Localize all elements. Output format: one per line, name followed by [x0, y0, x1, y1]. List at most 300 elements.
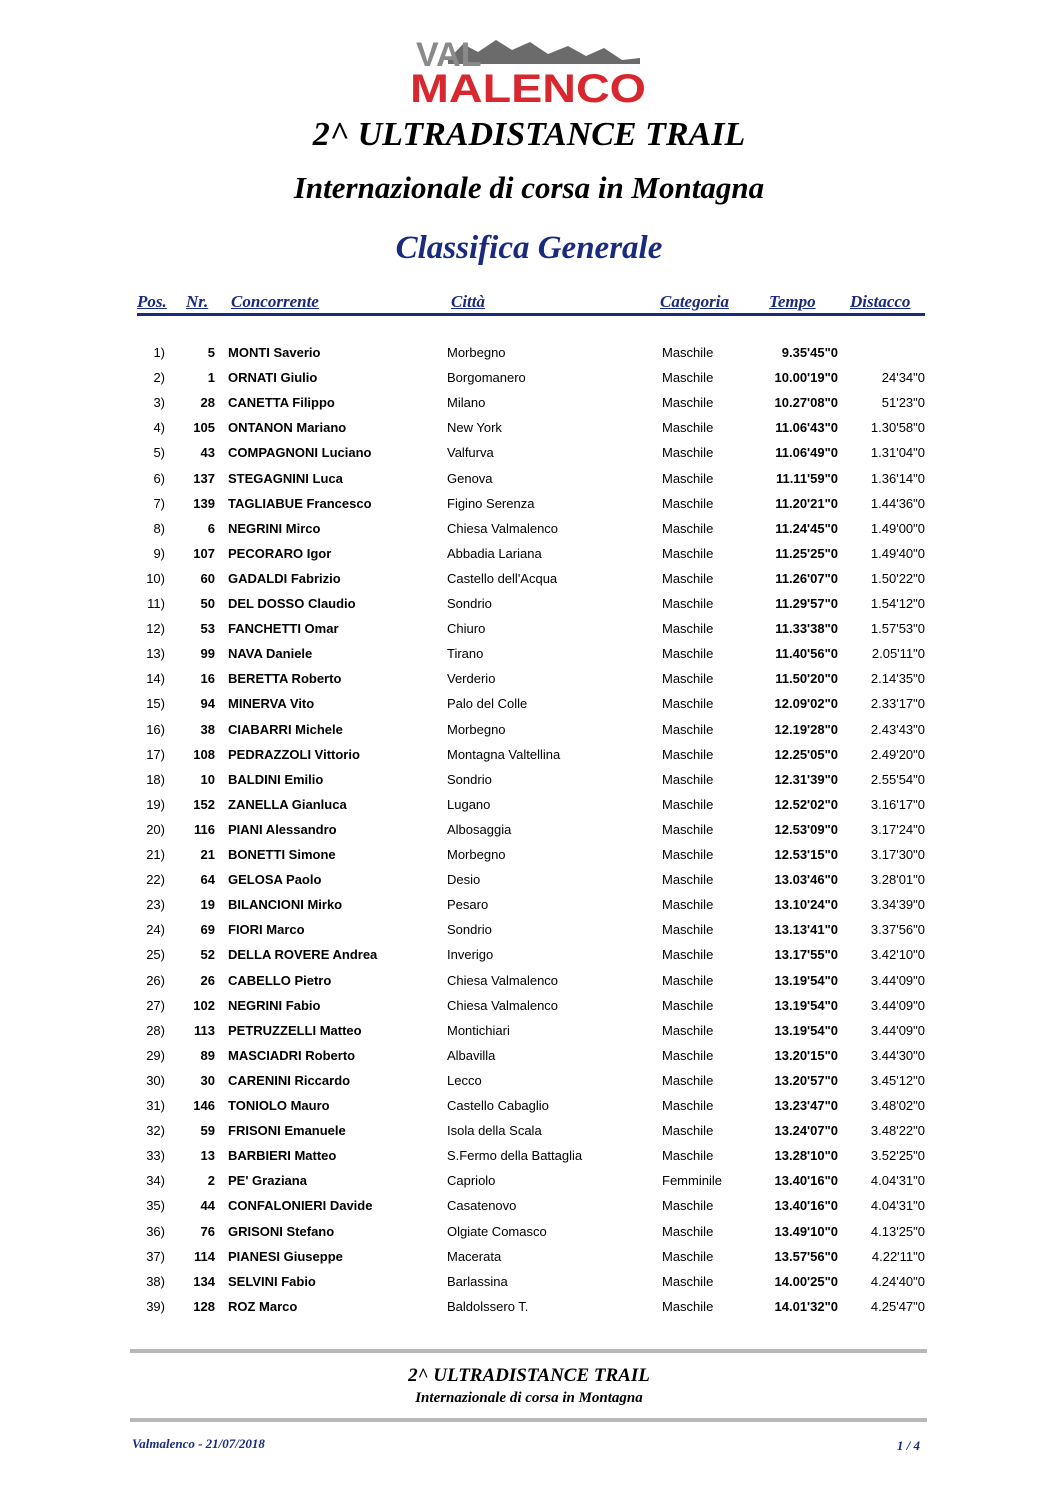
- cell-time: 12.53'15"0: [774, 847, 838, 862]
- cell-time: 12.09'02"0: [774, 696, 838, 712]
- col-header-pos: Pos.: [137, 292, 167, 311]
- cell-competitor: BONETTI Simone: [228, 847, 336, 862]
- cell-bib-number: 6: [207, 520, 215, 536]
- cell-time: 14.01'32"0: [774, 1298, 838, 1314]
- cell-gap: 1.44'36"0: [870, 495, 925, 511]
- cell-competitor: PEDRAZZOLI Vittorio: [228, 746, 360, 762]
- cell-time: 11.29'57"0: [775, 596, 838, 611]
- cell-bib-number: 16: [200, 671, 215, 687]
- cell-position: 22): [146, 872, 165, 888]
- cell-bib-number: 64: [200, 872, 215, 888]
- cell-category: Maschile: [662, 872, 714, 888]
- cell-position: 32): [146, 1123, 165, 1139]
- cell-city: Albosaggia: [447, 821, 512, 837]
- cell-bib-number: 108: [193, 746, 215, 762]
- cell-position: 14): [146, 671, 165, 687]
- cell-category: Maschile: [662, 395, 714, 411]
- cell-city: Baldolssero T.: [447, 1298, 529, 1314]
- col-header-time: Tempo: [769, 292, 816, 311]
- cell-position: 29): [146, 1047, 165, 1063]
- cell-competitor: PE' Graziana: [228, 1173, 307, 1189]
- cell-time: 11.20'21"0: [775, 495, 838, 511]
- cell-competitor: FANCHETTI Omar: [228, 621, 339, 637]
- cell-city: Barlassina: [447, 1273, 508, 1289]
- cell-bib-number: 128: [193, 1298, 215, 1314]
- cell-gap: 2.55'54"0: [870, 771, 925, 787]
- cell-gap: 2.33'17"0: [870, 696, 925, 712]
- table-row: [0, 947, 1058, 972]
- logo-top-text: VAL: [416, 36, 482, 74]
- cell-bib-number: 30: [200, 1072, 215, 1088]
- cell-category: Maschile: [662, 596, 714, 611]
- table-row: [0, 696, 1058, 721]
- cell-time: 13.40'16"0: [774, 1198, 838, 1214]
- table-row: [0, 546, 1058, 571]
- cell-time: 10.27'08"0: [774, 395, 838, 411]
- cell-position: 30): [146, 1072, 165, 1088]
- cell-position: 34): [146, 1173, 165, 1189]
- table-row: [0, 1023, 1058, 1048]
- table-row: [0, 496, 1058, 521]
- cell-city: Sondrio: [447, 596, 492, 611]
- cell-competitor: NAVA Daniele: [228, 646, 313, 662]
- cell-city: Castello dell'Acqua: [447, 570, 558, 586]
- cell-gap: 1.50'22"0: [870, 570, 925, 586]
- cell-city: Genova: [447, 470, 493, 486]
- logo-bottom-text: MALENCO: [410, 67, 646, 106]
- cell-competitor: GRISONI Stefano: [228, 1223, 335, 1239]
- cell-gap: 4.13'25"0: [870, 1223, 925, 1239]
- cell-time: 12.25'05"0: [774, 746, 838, 762]
- cell-bib-number: 94: [200, 696, 215, 712]
- cell-position: 27): [146, 997, 165, 1013]
- cell-gap: 3.44'30"0: [870, 1047, 925, 1063]
- cell-position: 38): [146, 1273, 165, 1289]
- cell-category: Maschile: [662, 972, 714, 988]
- cell-bib-number: 53: [200, 621, 215, 637]
- cell-position: 7): [153, 495, 165, 511]
- cell-category: Maschile: [662, 520, 714, 536]
- cell-bib-number: 1: [207, 370, 215, 386]
- cell-gap: 3.44'09"0: [870, 1022, 925, 1038]
- cell-category: Femminile: [662, 1173, 722, 1189]
- cell-competitor: NEGRINI Fabio: [228, 997, 321, 1013]
- cell-position: 31): [146, 1098, 165, 1113]
- table-row: [0, 847, 1058, 872]
- cell-gap: 3.44'09"0: [870, 972, 925, 988]
- cell-gap: 3.37'56"0: [870, 922, 925, 938]
- cell-gap: 4.04'31"0: [870, 1198, 925, 1214]
- cell-category: Maschile: [662, 721, 714, 737]
- cell-city: Chiesa Valmalenco: [447, 520, 559, 536]
- cell-position: 10): [146, 570, 165, 586]
- cell-competitor: STEGAGNINI Luca: [228, 470, 343, 486]
- cell-time: 11.06'49"0: [775, 445, 838, 461]
- cell-gap: 51'23"0: [881, 395, 925, 411]
- cell-time: 13.24'07"0: [774, 1123, 838, 1139]
- cell-category: Maschile: [662, 1273, 714, 1289]
- cell-bib-number: 134: [193, 1273, 215, 1289]
- cell-position: 9): [153, 545, 165, 561]
- cell-time: 13.49'10"0: [774, 1223, 838, 1239]
- cell-city: Isola della Scala: [447, 1123, 542, 1139]
- cell-bib-number: 13: [200, 1148, 215, 1164]
- cell-time: 13.10'24"0: [774, 897, 838, 913]
- cell-gap: 24'34"0: [881, 370, 925, 386]
- cell-competitor: DEL DOSSO Claudio: [228, 596, 356, 611]
- table-row: [0, 772, 1058, 797]
- cell-category: Maschile: [662, 495, 714, 511]
- cell-city: Figino Serenza: [447, 495, 535, 511]
- cell-gap: 3.44'09"0: [870, 997, 925, 1013]
- cell-position: 5): [153, 445, 165, 461]
- cell-time: 11.25'25"0: [775, 545, 838, 561]
- cell-city: Olgiate Comasco: [447, 1223, 547, 1239]
- cell-bib-number: 44: [200, 1198, 215, 1214]
- cell-position: 35): [146, 1198, 165, 1214]
- cell-city: Morbegno: [447, 345, 506, 360]
- col-header-nr: Nr.: [186, 292, 209, 311]
- cell-category: Maschile: [662, 445, 714, 461]
- cell-category: Maschile: [662, 1198, 714, 1214]
- cell-bib-number: 19: [200, 897, 215, 913]
- cell-bib-number: 99: [200, 646, 215, 662]
- cell-competitor: PECORARO Igor: [228, 545, 332, 561]
- cell-competitor: NEGRINI Mirco: [228, 520, 321, 536]
- cell-category: Maschile: [662, 545, 714, 561]
- table-row: [0, 998, 1058, 1023]
- cell-time: 13.03'46"0: [774, 872, 838, 888]
- cell-time: 13.20'57"0: [774, 1072, 838, 1088]
- cell-position: 11): [147, 596, 165, 611]
- table-row: [0, 1123, 1058, 1148]
- cell-city: Lecco: [447, 1072, 482, 1088]
- cell-category: Maschile: [662, 796, 714, 812]
- cell-bib-number: 28: [200, 395, 215, 411]
- table-row: [0, 973, 1058, 998]
- cell-position: 2): [153, 370, 165, 386]
- cell-competitor: PIANI Alessandro: [228, 821, 337, 837]
- table-row: [0, 596, 1058, 621]
- cell-city: Macerata: [447, 1248, 502, 1264]
- cell-category: Maschile: [662, 847, 714, 862]
- cell-competitor: PETRUZZELLI Matteo: [228, 1022, 362, 1038]
- cell-city: S.Fermo della Battaglia: [447, 1148, 583, 1164]
- cell-bib-number: 69: [200, 922, 215, 938]
- cell-city: Desio: [447, 872, 481, 888]
- cell-competitor: ORNATI Giulio: [228, 370, 318, 386]
- cell-competitor: CANETTA Filippo: [228, 395, 335, 411]
- cell-bib-number: 38: [200, 721, 215, 737]
- cell-gap: 1.30'58"0: [870, 420, 925, 436]
- cell-gap: 1.54'12"0: [870, 596, 925, 611]
- cell-gap: 1.31'04"0: [870, 445, 925, 461]
- cell-competitor: SELVINI Fabio: [228, 1273, 316, 1289]
- cell-city: Lugano: [447, 796, 491, 812]
- table-row: [0, 922, 1058, 947]
- cell-category: Maschile: [662, 897, 714, 913]
- cell-category: Maschile: [662, 570, 714, 586]
- cell-bib-number: 146: [193, 1098, 215, 1113]
- cell-category: Maschile: [662, 1223, 714, 1239]
- cell-competitor: ZANELLA Gianluca: [228, 796, 347, 812]
- cell-gap: 3.42'10"0: [870, 947, 925, 963]
- cell-city: Morbegno: [447, 847, 506, 862]
- table-row: [0, 646, 1058, 671]
- cell-city: Valfurva: [447, 445, 494, 461]
- cell-bib-number: 102: [193, 997, 215, 1013]
- cell-competitor: MASCIADRI Roberto: [228, 1047, 356, 1063]
- cell-position: 19): [146, 796, 165, 812]
- cell-position: 13): [146, 646, 165, 662]
- cell-city: Abbadia Lariana: [447, 545, 542, 561]
- cell-position: 12): [146, 621, 165, 637]
- table-row: [0, 897, 1058, 922]
- cell-city: Borgomanero: [447, 370, 526, 386]
- cell-competitor: MINERVA Vito: [228, 696, 315, 712]
- cell-gap: 3.48'02"0: [870, 1098, 925, 1113]
- cell-category: Maschile: [662, 696, 714, 712]
- table-row: [0, 722, 1058, 747]
- cell-competitor: TONIOLO Mauro: [228, 1098, 330, 1113]
- cell-category: Maschile: [662, 621, 714, 637]
- footer-title: 2^ ULTRADISTANCE TRAIL: [408, 1365, 650, 1386]
- footer-top-separator: [130, 1349, 927, 1353]
- table-row: [0, 1198, 1058, 1223]
- cell-time: 13.13'41"0: [774, 922, 838, 938]
- cell-gap: 4.22'11"0: [871, 1248, 925, 1264]
- cell-competitor: FRISONI Emanuele: [228, 1123, 346, 1139]
- cell-position: 25): [146, 947, 165, 963]
- event-subtitle: Internazionale di corsa in Montagna: [293, 170, 765, 205]
- cell-position: 4): [153, 420, 165, 436]
- cell-bib-number: 43: [200, 445, 215, 461]
- cell-time: 10.00'19"0: [774, 370, 838, 386]
- cell-time: 13.19'54"0: [774, 972, 838, 988]
- cell-city: Montagna Valtellina: [447, 746, 561, 762]
- cell-category: Maschile: [662, 997, 714, 1013]
- cell-competitor: CARENINI Riccardo: [228, 1072, 351, 1088]
- cell-category: Maschile: [662, 947, 714, 963]
- cell-city: Palo del Colle: [447, 696, 528, 712]
- col-header-name: Concorrente: [231, 292, 319, 311]
- cell-gap: 2.43'43"0: [870, 721, 925, 737]
- cell-time: 11.11'59"0: [775, 470, 838, 486]
- footer-place-date: Valmalenco - 21/07/2018: [132, 1436, 265, 1451]
- cell-gap: 3.52'25"0: [870, 1148, 925, 1164]
- table-row: [0, 521, 1058, 546]
- table-row: [0, 1073, 1058, 1098]
- cell-gap: 4.25'47"0: [870, 1298, 925, 1314]
- cell-bib-number: 113: [194, 1022, 215, 1038]
- cell-gap: 2.05'11"0: [871, 646, 925, 662]
- cell-gap: 3.34'39"0: [870, 897, 925, 913]
- cell-category: Maschile: [662, 420, 714, 436]
- cell-gap: 1.36'14"0: [870, 470, 925, 486]
- cell-bib-number: 105: [193, 420, 215, 436]
- cell-time: 11.26'07"0: [775, 570, 838, 586]
- cell-position: 23): [146, 897, 165, 913]
- cell-position: 1): [153, 345, 165, 360]
- cell-city: Albavilla: [447, 1047, 496, 1063]
- cell-competitor: GADALDI Fabrizio: [228, 570, 341, 586]
- cell-position: 26): [146, 972, 165, 988]
- cell-time: 11.40'56"0: [775, 646, 838, 662]
- cell-position: 24): [146, 922, 165, 938]
- cell-competitor: TAGLIABUE Francesco: [228, 495, 372, 511]
- cell-competitor: BERETTA Roberto: [228, 671, 342, 687]
- cell-bib-number: 5: [207, 345, 215, 360]
- table-row: [0, 1098, 1058, 1123]
- cell-time: 12.52'02"0: [774, 796, 838, 812]
- cell-time: 13.20'15"0: [774, 1047, 838, 1063]
- cell-position: 8): [153, 520, 165, 536]
- cell-bib-number: 59: [200, 1123, 215, 1139]
- cell-category: Maschile: [662, 746, 714, 762]
- footer-subtitle: Internazionale di corsa in Montagna: [415, 1390, 643, 1406]
- col-header-gap: Distacco: [850, 292, 911, 311]
- cell-bib-number: 76: [200, 1223, 215, 1239]
- cell-city: Tirano: [447, 646, 484, 662]
- cell-gap: 3.17'30"0: [870, 847, 925, 862]
- cell-bib-number: 26: [200, 972, 215, 988]
- cell-gap: 1.49'00"0: [870, 520, 925, 536]
- cell-city: Sondrio: [447, 771, 492, 787]
- cell-position: 28): [146, 1022, 165, 1038]
- cell-category: Maschile: [662, 1022, 714, 1038]
- cell-bib-number: 139: [193, 495, 215, 511]
- cell-gap: 3.16'17"0: [870, 796, 925, 812]
- cell-position: 21): [146, 847, 165, 862]
- cell-position: 18): [146, 771, 165, 787]
- cell-time: 13.19'54"0: [774, 1022, 838, 1038]
- cell-time: 13.57'56"0: [774, 1248, 838, 1264]
- cell-gap: 2.14'35"0: [870, 671, 925, 687]
- cell-category: Maschile: [662, 1248, 714, 1264]
- cell-time: 14.00'25"0: [774, 1273, 838, 1289]
- table-row: [0, 797, 1058, 822]
- cell-category: Maschile: [662, 671, 714, 687]
- table-row: [0, 471, 1058, 496]
- event-title: 2^ ULTRADISTANCE TRAIL: [312, 116, 746, 153]
- cell-bib-number: 50: [200, 596, 215, 611]
- cell-city: Montichiari: [447, 1022, 510, 1038]
- cell-time: 12.31'39"0: [774, 771, 838, 787]
- cell-bib-number: 114: [194, 1248, 215, 1264]
- table-row: [0, 621, 1058, 646]
- cell-city: Milano: [447, 395, 486, 411]
- cell-competitor: CIABARRI Michele: [228, 721, 343, 737]
- cell-competitor: BALDINI Emilio: [228, 771, 324, 787]
- cell-gap: 3.45'12"0: [870, 1072, 925, 1088]
- table-row: [0, 345, 1058, 370]
- cell-city: Capriolo: [447, 1173, 496, 1189]
- cell-time: 12.19'28"0: [774, 721, 838, 737]
- cell-gap: 2.49'20"0: [870, 746, 925, 762]
- cell-category: Maschile: [662, 1098, 714, 1113]
- table-row: [0, 1299, 1058, 1324]
- cell-gap: 3.17'24"0: [870, 821, 925, 837]
- cell-category: Maschile: [662, 470, 714, 486]
- cell-city: Sondrio: [447, 922, 492, 938]
- cell-competitor: DELLA ROVERE Andrea: [228, 947, 378, 963]
- cell-category: Maschile: [662, 1123, 714, 1139]
- cell-time: 13.40'16"0: [774, 1173, 838, 1189]
- valmalenco-logo: [408, 34, 648, 106]
- table-row: [0, 1249, 1058, 1274]
- cell-bib-number: 60: [200, 570, 215, 586]
- table-row: [0, 671, 1058, 696]
- cell-position: 20): [146, 821, 165, 837]
- cell-bib-number: 10: [200, 771, 215, 787]
- table-row: [0, 445, 1058, 470]
- cell-position: 37): [146, 1248, 165, 1264]
- cell-gap: 3.28'01"0: [870, 872, 925, 888]
- cell-bib-number: 137: [193, 470, 215, 486]
- table-row: [0, 822, 1058, 847]
- cell-bib-number: 89: [200, 1047, 215, 1063]
- cell-category: Maschile: [662, 370, 714, 386]
- table-row: [0, 370, 1058, 395]
- cell-competitor: BARBIERI Matteo: [228, 1148, 337, 1164]
- cell-city: Pesaro: [447, 897, 489, 913]
- table-row: [0, 1173, 1058, 1198]
- table-row: [0, 747, 1058, 772]
- cell-category: Maschile: [662, 1298, 714, 1314]
- cell-category: Maschile: [662, 345, 714, 360]
- cell-category: Maschile: [662, 821, 714, 837]
- cell-time: 13.17'55"0: [774, 947, 838, 963]
- cell-time: 11.06'43"0: [775, 420, 838, 436]
- table-row: [0, 1274, 1058, 1299]
- cell-position: 16): [146, 721, 165, 737]
- cell-category: Maschile: [662, 1148, 714, 1164]
- cell-time: 9.35'45"0: [781, 345, 838, 360]
- cell-competitor: BILANCIONI Mirko: [228, 897, 343, 913]
- footer-bottom-separator: [130, 1418, 927, 1422]
- footer-page-number: 1 / 4: [896, 1438, 920, 1453]
- cell-competitor: COMPAGNONI Luciano: [228, 445, 372, 461]
- table-row: [0, 1048, 1058, 1073]
- table-row: [0, 872, 1058, 897]
- cell-bib-number: 21: [200, 847, 215, 862]
- cell-time: 11.33'38"0: [775, 621, 838, 637]
- table-row: [0, 1224, 1058, 1249]
- cell-city: Inverigo: [447, 947, 494, 963]
- cell-category: Maschile: [662, 922, 714, 938]
- cell-city: Chiesa Valmalenco: [447, 997, 559, 1013]
- cell-time: 12.53'09"0: [774, 821, 838, 837]
- cell-category: Maschile: [662, 1072, 714, 1088]
- cell-competitor: ROZ Marco: [228, 1298, 298, 1314]
- cell-gap: 4.04'31"0: [870, 1173, 925, 1189]
- cell-city: Chiuro: [447, 621, 486, 637]
- cell-position: 39): [146, 1298, 165, 1314]
- cell-competitor: FIORI Marco: [228, 922, 305, 938]
- col-header-city: Città: [451, 292, 486, 311]
- cell-time: 11.50'20"0: [775, 671, 838, 687]
- cell-competitor: PIANESI Giuseppe: [228, 1248, 343, 1264]
- header-underline: [137, 313, 925, 316]
- table-row: [0, 571, 1058, 596]
- cell-competitor: MONTI Saverio: [228, 345, 321, 360]
- cell-category: Maschile: [662, 771, 714, 787]
- cell-position: 15): [146, 696, 165, 712]
- cell-gap: 1.49'40"0: [870, 545, 925, 561]
- cell-bib-number: 107: [193, 545, 215, 561]
- cell-position: 3): [153, 395, 165, 411]
- cell-time: 13.19'54"0: [774, 997, 838, 1013]
